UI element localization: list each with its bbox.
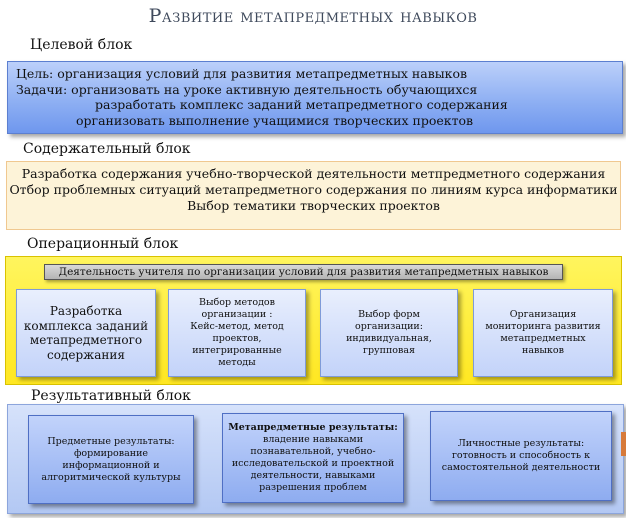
metasubject-body: владение навыками познавательной, учебно- исследовательской и проектной деятельности, навыками разрешения проблем (231, 434, 395, 493)
content-block-label: Содержательный блок (23, 141, 191, 157)
content-line-1: Разработка содержания учебно-творческой деятельности метпредметного содержания (21, 166, 606, 181)
result-card-subject: Предметные результаты: формирование информационной и алгоритмической культуры (28, 415, 194, 504)
operational-card-methods: Выбор методов организации : Кейс-метод, метод проектов, интегрированные методы (168, 289, 306, 377)
diagram-title: Развитие метапредметных навыков (148, 5, 478, 27)
result-card-personal: Личностные результаты: готовность и способность к самостоятельной деятельности (430, 411, 612, 501)
result-block-label: Результативный блок (31, 388, 191, 404)
goal-text: Цель: организация условий для развития метапредметных навыков (16, 66, 468, 81)
tasks-lead-text: Задачи: организовать на уроке активную деятельность обучающихся (16, 81, 478, 97)
operational-header: Деятельность учителя по организации условий для развития метапредметных навыков (44, 264, 563, 280)
content-line-2: Отбор проблемных ситуаций метапредметного содержания по линиям курса информатики (9, 182, 618, 197)
task-2-text: организовать выполнение учащимися творческих проектов (76, 112, 474, 128)
task-1-text: разработать комплекс заданий метапредметного содержания (95, 97, 508, 112)
operational-card-forms: Выбор форм организации: индивидуальная, групповая (320, 289, 458, 377)
result-card-metasubject (222, 413, 404, 503)
content-block (6, 161, 621, 230)
operational-block-label: Операционный блок (27, 236, 179, 252)
edge-marker (621, 432, 626, 456)
operational-card-monitoring: Организация мониторинга развития метапредметных навыков (473, 289, 613, 377)
metasubject-title: Метапредметные результаты: (228, 422, 398, 433)
target-block-label: Целевой блок (30, 37, 133, 53)
target-block (7, 61, 623, 134)
operational-card-tasks: Разработка комплекса заданий метапредметного содержания (16, 289, 156, 377)
content-line-3: Выбор тематики творческих проектов (187, 198, 440, 213)
